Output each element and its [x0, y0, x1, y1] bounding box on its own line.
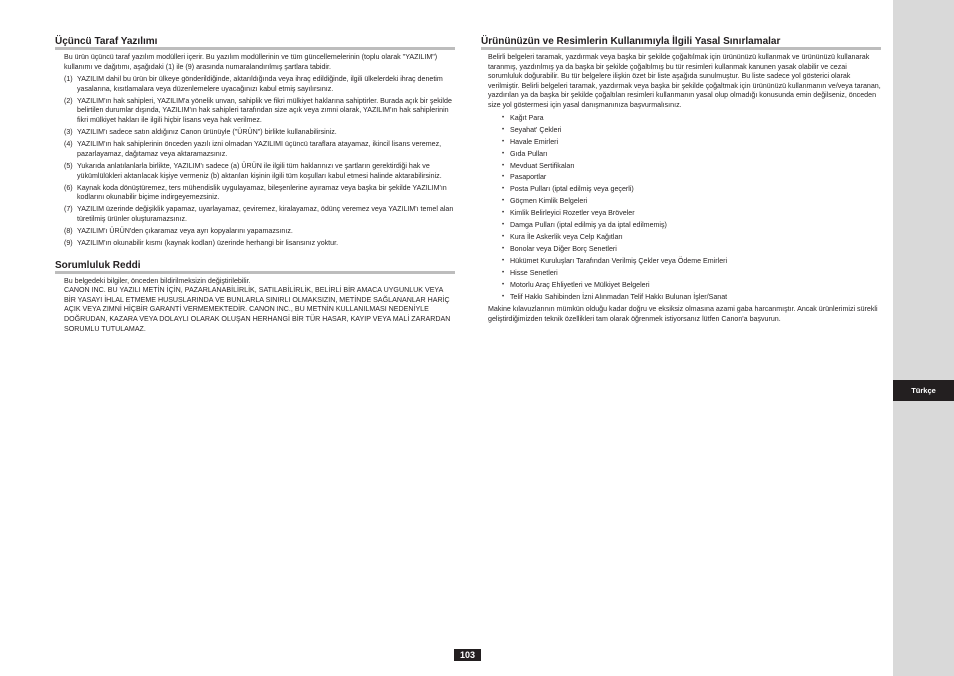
- item-text: Pasaportlar: [510, 173, 547, 182]
- item-number: (5): [64, 161, 73, 170]
- item-text: Posta Pulları (iptal edilmiş veya geçerli): [510, 185, 634, 194]
- list-item: [481, 245, 881, 255]
- item-number: (3): [64, 128, 73, 137]
- list-item: [481, 281, 881, 291]
- bullet-icon: •: [502, 150, 505, 157]
- bullet-icon: •: [502, 138, 505, 145]
- list-item: [481, 197, 881, 207]
- list-item: [481, 162, 881, 172]
- list-item: [55, 239, 455, 249]
- list-item: [481, 293, 881, 303]
- bullet-icon: •: [502, 270, 505, 277]
- list-item: [481, 126, 881, 136]
- item-number: (6): [64, 183, 73, 192]
- item-text: YAZILIM'ın okunabilir kısmı (kaynak kodları) üzerinde herhangi bir lisansınız yoktur.: [77, 239, 339, 248]
- bullet-icon: •: [502, 246, 505, 253]
- item-text: YAZILIM'ı sadece satın aldığınız Canon ürünüyle ("ÜRÜN") birlikte kullanabilirsiniz.: [77, 128, 337, 137]
- list-item: [481, 114, 881, 124]
- third-party-software-body: [55, 53, 455, 249]
- item-text: YAZILIM'ın hak sahipleri, YAZILIM'a yönelik unvan, sahiplik ve fikri mülkiyet haklarına sahiptirler. Burada açık bir şekilde belirtilen durumlar dışında, YAZILIM'ın hak sahipleri tarafından size açık veya zımni olarak, YAZILIM'ın hak sahiplerinin fikri mülkiyet hakları ile ilgili hiçbir lisans veya hak verilmez.: [77, 96, 452, 125]
- conditions-list: [55, 75, 455, 249]
- bullet-icon: •: [502, 258, 505, 265]
- legal-limitations-body: [481, 53, 881, 325]
- heading-text: Üçüncü Taraf Yazılımı: [55, 36, 158, 47]
- section-heading-legal-limitations: [481, 36, 881, 50]
- list-item: [55, 140, 455, 159]
- section-heading-disclaimer: [55, 260, 455, 274]
- item-text: Bonolar veya Diğer Borç Senetleri: [510, 245, 617, 254]
- intro-paragraph: Belirli belgeleri taramak, yazdırmak veya başka bir şekilde çoğaltılmak için ürününüzü kullanmak ve ürününüzü kullanarak taranmış, yazdırılmış ya da başka bir şekilde çoğaltılmış bu tür resimleri kullanmak kanunen yasak olabilir ve cezai sorumluluk doğurabilir. Bu tür belgelere ilişkin özet bir liste aşağıda sunulmuştur. Bu liste sadece yol gösterici olarak verilmiştir. Belirli belgeleri taramak, yazdırmak veya başka bir şekilde çoğaltmak için ürününüzü kullanmanın ve/veya taranan, yazdırılan ya da başka bir şekilde çoğaltılan resimleri kullanmanın yasal olup olmadığı konusunda emin değilseniz, önceden size yol göstermesi için yasal danışmanınıza başvurmalısınız.: [488, 53, 881, 109]
- bullet-icon: •: [502, 126, 505, 133]
- bullet-icon: •: [502, 294, 505, 301]
- item-text: Gıda Pulları: [510, 149, 548, 158]
- item-number: (4): [64, 140, 73, 149]
- list-item: [55, 227, 455, 237]
- list-item: [481, 209, 881, 219]
- item-text: Hisse Senetleri: [510, 269, 558, 278]
- item-number: (2): [64, 96, 73, 105]
- item-text: YAZILIM'ı ÜRÜN'den çıkaramaz veya ayrı kopyalarını yapamazsınız.: [77, 227, 293, 235]
- item-text: Seyahat' Çekleri: [510, 125, 562, 134]
- item-text: Motorlu Araç Ehliyetleri ve Mülkiyet Belgeleri: [510, 281, 650, 290]
- bullet-icon: •: [502, 222, 505, 229]
- heading-text: Sorumluluk Reddi: [55, 259, 141, 271]
- list-item: [481, 269, 881, 279]
- list-item: [481, 233, 881, 243]
- restricted-documents-list: [481, 114, 881, 303]
- list-item: [55, 128, 455, 138]
- list-item: [481, 173, 881, 183]
- disclaimer-body: [55, 277, 455, 335]
- list-item: [481, 185, 881, 195]
- bullet-icon: •: [502, 162, 505, 169]
- closing-paragraph: Makine kılavuzlarının mümkün olduğu kadar doğru ve eksiksiz olmasına azami gaba harcanmıştır. Ancak ürünlerimizi sürekli geliştirdiğimizden teknik özellikleri tam olarak öğrenmek istiyorsanız lütfen Canon'a başvurun.: [488, 305, 878, 323]
- page-number: 103: [454, 649, 481, 661]
- item-text: Kağıt Para: [510, 113, 544, 122]
- list-item: [55, 162, 455, 181]
- item-text: Havale Emirleri: [510, 137, 559, 146]
- item-text: YAZILIM'ın hak sahiplerinin önceden yazılı izni olmadan YAZILIMI üçüncü taraflara atayamaz, ikincil lisans veremez, pazarlayamaz, dağıtamaz veya aktaramazsınız.: [77, 140, 442, 158]
- heading-text: Ürününüzün ve Resimlerin Kullanımıyla İlgili Yasal Sınırlamalar: [481, 36, 781, 47]
- item-text: YAZILIM dahil bu ürün bir ülkeye gönderildiğinde, aktarıldığında veya ihraç edildiğinde, ilgili ülkelerdeki ihraç denetim yasalarına, kısıtlamalara veya düzenlemelere uyacağınızı kabul etmiş sayılırsınız.: [77, 75, 443, 93]
- bullet-icon: •: [502, 282, 505, 289]
- disclaimer-paragraph-1: Bu belgedeki bilgiler, önceden bildirilmeksizin değiştirilebilir.: [64, 276, 251, 285]
- bullet-icon: •: [502, 186, 505, 193]
- list-item: [481, 150, 881, 160]
- disclaimer-paragraph-2: CANON INC. BU YAZILI METİN İÇİN, PAZARLANABİLİRLİK, SATILABİLİRLİK, BELİRLİ BİR AMACA UYGUNLUK VEYA BİR YASAYI İHLAL ETMEME HUSUSLARINDA VE BUNLARLA SINIRLI OLMAKSIZIN, METİNDE SAĞLANANLAR HARİÇ AÇIK VEYA ZIMNİ HİÇBİR GARANTİ VERMEMEKTEDİR. CANON INC., BU METNİN KULLANILMASI NEDENİYLE DOĞRUDAN, KAZARA VEYA DOLAYLI OLARAK OLUŞAN HERHANGİ BİR TÜR HASAR, KAYIP VEYA MALİ ZARARDAN SORUMLU TUTULAMAZ.: [64, 286, 451, 333]
- item-text: Kura İle Askerlik veya Celp Kağıtları: [510, 233, 623, 242]
- left-column: [55, 36, 455, 334]
- list-item: [481, 138, 881, 148]
- item-text: YAZILIM üzerinde değişiklik yapamaz, uyarlayamaz, çeviremez, kiralayamaz, ödünç veremez veya YAZILIM'ı temel alan türetilmiş ürünler oluşturamazsınız.: [77, 205, 454, 223]
- item-text: Kaynak koda dönüştüremez, ters mühendislik uygulayamaz, bileşenlerine ayıramaz veya başka bir şekilde YAZILIM'ın kodlarını okunabilir biçime indirgeyemezsiniz.: [77, 183, 447, 202]
- intro-paragraph: Bu ürün üçüncü taraf yazılım modülleri içerir. Bu yazılım modüllerinin ve tüm güncellemelerinin (toplu olarak "YAZILIM") kullanımı ve dağıtımı, aşağıdaki (1) ile (9) arasında numaralandırılmış şartlara tabidir.: [64, 53, 438, 71]
- bullet-icon: •: [502, 234, 505, 241]
- list-item: [55, 205, 455, 224]
- item-number: (7): [64, 205, 73, 214]
- list-item: [481, 221, 881, 231]
- item-text: Hükümet Kuruluşları Tarafından Verilmiş Çekler veya Ödeme Emirleri: [510, 257, 728, 266]
- item-number: (8): [64, 227, 73, 235]
- item-text: Kimlik Belirleyici Rozetler veya Bröveler: [510, 209, 635, 218]
- bullet-icon: •: [502, 198, 505, 205]
- list-item: [55, 97, 455, 126]
- item-text: Damga Pulları (iptal edilmiş ya da iptal edilmemiş): [510, 221, 667, 230]
- item-text: Telif Hakkı Sahibinden İzni Alınmadan Telif Hakkı Bulunan İşler/Sanat: [510, 293, 728, 302]
- language-tab[interactable]: Türkçe: [893, 380, 954, 401]
- list-item: [55, 184, 455, 203]
- bullet-icon: •: [502, 210, 505, 217]
- sidebar-panel: [893, 0, 954, 676]
- item-number: (9): [64, 239, 73, 248]
- bullet-icon: •: [502, 114, 505, 121]
- item-text: Yukarıda anlatılanlarla birlikte, YAZILIM'ı sadece (a) ÜRÜN ile ilgili tüm haklarınızı ve şartların gerektirdiği hak ve yükümlülükleri aktarılacak kişiye vermeniz (b) aktarılan kişinin ilgili tüm koşulları kabul etmesi halinde aktarabilirsiniz.: [77, 161, 442, 180]
- item-text: Göçmen Kimlik Belgeleri: [510, 197, 588, 206]
- section-heading-third-party-software: [55, 36, 455, 50]
- bullet-icon: •: [502, 174, 505, 181]
- list-item: [481, 257, 881, 267]
- item-text: Mevduat Sertifikaları: [510, 161, 575, 170]
- list-item: [55, 75, 455, 94]
- right-column: [481, 36, 881, 325]
- item-number: (1): [64, 75, 73, 84]
